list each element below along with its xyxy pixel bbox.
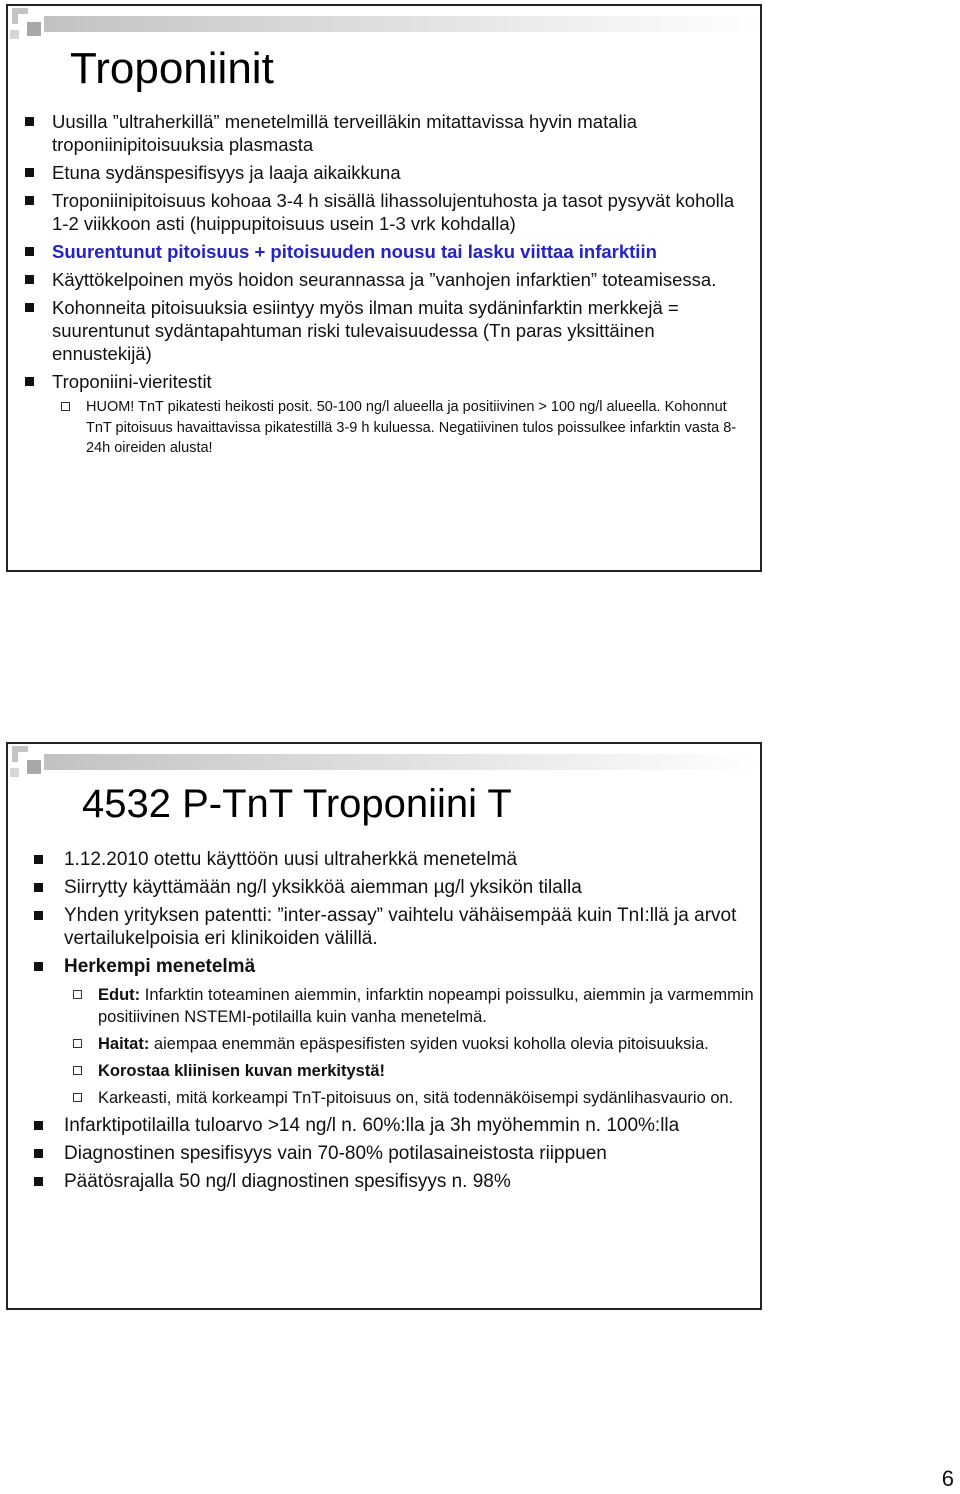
list-item: Herkempi menetelmä Edut: Infarktin toteaminen aiemmin, infarktin nopeampi poissulku, aiemmin ja varmemmin positiivinen NSTEMI-potilailla kuin vanha menetelmä. Haitat: aiempaa enemmän epäspesifisten syiden vuoksi koholla olevia pitoisuuksia. Korostaa kliinisen kuvan merkitystä! Karkeasti, mitä korkeampi TnT-pitoisuus on, sitä todennäköisempi sydänlihasvaurio on. bbox=[64, 955, 754, 1109]
hollow-square-bullet-icon bbox=[73, 1039, 82, 1048]
list-item: Etuna sydänspesifisyys ja laaja aikaikkuna bbox=[52, 161, 752, 184]
hollow-square-bullet-icon bbox=[73, 1093, 82, 1102]
square-bullet-icon bbox=[34, 855, 43, 864]
sub-list-item: Korostaa kliinisen kuvan merkitystä! bbox=[98, 1060, 754, 1082]
square-bullet-icon bbox=[25, 196, 34, 205]
list-item: Siirrytty käyttämään ng/l yksikköä aiemman µg/l yksikön tilalla bbox=[64, 876, 754, 899]
slide-p-tnt bbox=[6, 742, 762, 1310]
list-item: Uusilla ”ultraherkillä” menetelmillä terveilläkin mitattavissa hyvin matalia troponiinipitoisuuksia plasmasta bbox=[52, 110, 752, 156]
hollow-square-bullet-icon bbox=[61, 402, 70, 411]
square-bullet-icon bbox=[25, 117, 34, 126]
square-bullet-icon bbox=[34, 911, 43, 920]
list-item: Päätösrajalla 50 ng/l diagnostinen spesifisyys n. 98% bbox=[64, 1170, 754, 1193]
sub-list-item: HUOM! TnT pikatesti heikosti posit. 50-100 ng/l alueella ja positiivinen > 100 ng/l alueella. Kohonnut TnT pitoisuus havaittavissa pikatestillä 3-9 h kuluessa. Negatiivinen tulos poissulkee infarktin vasta 8-24h oireiden alusta! bbox=[86, 397, 752, 459]
list-item: Infarktipotilailla tuloarvo >14 ng/l n. 60%:lla ja 3h myöhemmin n. 100%:lla bbox=[64, 1114, 754, 1137]
slide-title: 4532 P-TnT Troponiini T bbox=[82, 782, 512, 826]
list-item: Käyttökelpoinen myös hoidon seurannassa ja ”vanhojen infarktien” toteamisessa. bbox=[52, 268, 752, 291]
square-bullet-icon bbox=[25, 303, 34, 312]
square-bullet-icon bbox=[34, 883, 43, 892]
square-bullet-icon bbox=[34, 962, 43, 971]
highlighted-text: Suurentunut pitoisuus + pitoisuuden nousu tai lasku viittaa infarktiin bbox=[52, 241, 657, 262]
list-item: Kohonneita pitoisuuksia esiintyy myös ilman muita sydäninfarktin merkkejä = suurentunut sydäntapahtuman riski tulevaisuudessa (Tn paras yksittäinen ennustekijä) bbox=[52, 296, 752, 365]
hollow-square-bullet-icon bbox=[73, 990, 82, 999]
sub-bullet-list bbox=[86, 397, 752, 459]
bullet-list bbox=[52, 110, 752, 464]
square-bullet-icon bbox=[25, 275, 34, 284]
sub-list-item: Haitat: aiempaa enemmän epäspesifisten syiden vuoksi koholla olevia pitoisuuksia. bbox=[98, 1033, 754, 1055]
sub-list-item: Karkeasti, mitä korkeampi TnT-pitoisuus on, sitä todennäköisempi sydänlihasvaurio on. bbox=[98, 1087, 754, 1109]
square-bullet-icon bbox=[34, 1149, 43, 1158]
square-bullet-icon bbox=[25, 377, 34, 386]
list-item: Diagnostinen spesifisyys vain 70-80% potilasaineistosta riippuen bbox=[64, 1142, 754, 1165]
bullet-list bbox=[64, 848, 754, 1198]
list-item: Troponiinipitoisuus kohoaa 3-4 h sisällä lihassolujentuhosta ja tasot pysyvät koholla 1-2 viikkoon asti (huippupitoisuus usein 1-3 vrk kohdalla) bbox=[52, 189, 752, 235]
list-item: 1.12.2010 otettu käyttöön uusi ultraherkkä menetelmä bbox=[64, 848, 754, 871]
list-item: Yhden yrityksen patentti: ”inter-assay” vaihtelu vähäisempää kuin TnI:llä ja arvot vertailukelpoisia eri klinikoiden välillä. bbox=[64, 904, 754, 950]
slide-troponiinit bbox=[6, 4, 762, 572]
slide-title: Troponiinit bbox=[70, 44, 274, 93]
page-number: 6 bbox=[941, 1466, 954, 1491]
hollow-square-bullet-icon bbox=[73, 1066, 82, 1075]
square-bullet-icon bbox=[34, 1177, 43, 1186]
sub-bullet-list bbox=[98, 984, 754, 1109]
square-bullet-icon bbox=[25, 168, 34, 177]
list-item bbox=[52, 240, 752, 263]
square-bullet-icon bbox=[25, 247, 34, 256]
sub-list-item: Edut: Infarktin toteaminen aiemmin, infarktin nopeampi poissulku, aiemmin ja varmemmin positiivinen NSTEMI-potilailla kuin vanha menetelmä. bbox=[98, 984, 754, 1028]
square-bullet-icon bbox=[34, 1121, 43, 1130]
list-item: Troponiini-vieritestit HUOM! TnT pikatesti heikosti posit. 50-100 ng/l alueella ja positiivinen > 100 ng/l alueella. Kohonnut TnT pitoisuus havaittavissa pikatestillä 3-9 h kuluessa. Negatiivinen tulos poissulkee infarktin vasta 8-24h oireiden alusta! bbox=[52, 370, 752, 459]
